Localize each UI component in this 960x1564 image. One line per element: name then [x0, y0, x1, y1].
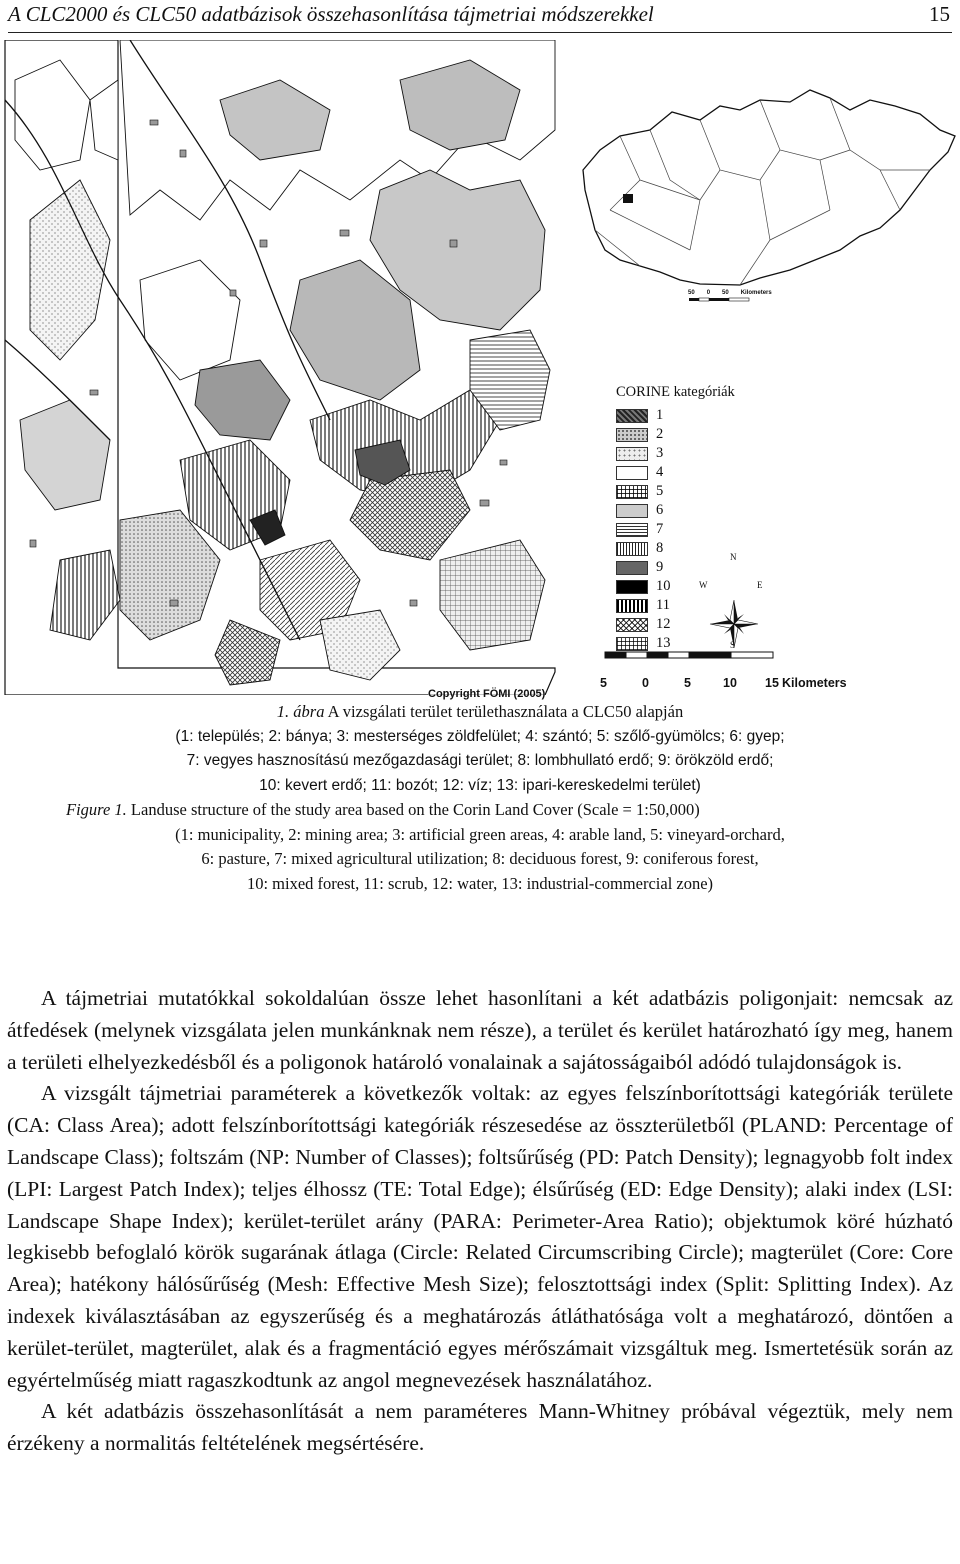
- legend-swatch: [616, 580, 648, 594]
- caption-en-line: (1: municipality, 2: mining area; 3: artificial green areas, 4: arable land, 5: vineyard-orchard,: [175, 824, 785, 844]
- legend-row: [616, 539, 735, 558]
- legend-row: [616, 520, 735, 539]
- legend-label: 12: [656, 616, 671, 632]
- legend-swatch: [616, 447, 648, 461]
- inset-scale-label: 50: [688, 290, 695, 296]
- legend-swatch: [616, 542, 648, 556]
- legend-row: [616, 615, 735, 634]
- legend-row: [616, 406, 735, 425]
- running-title: A CLC2000 és CLC50 adatbázisok összehasonlítása tájmetriai módszerekkel: [8, 2, 654, 26]
- landuse-map-figure: [0, 40, 960, 700]
- legend-label: 9: [656, 559, 664, 575]
- legend-swatch: [616, 428, 648, 442]
- inset-scale-label: Kilometers: [740, 290, 772, 296]
- compass-west-label: W: [699, 580, 708, 590]
- inset-scale-label: 50: [722, 290, 729, 296]
- legend-row: [616, 501, 735, 520]
- caption-hu-title: [0, 700, 960, 725]
- scale-label: 15: [765, 676, 779, 690]
- legend-label: 1: [656, 407, 664, 423]
- legend: [616, 384, 735, 653]
- landuse-map: [0, 40, 960, 695]
- legend-row: [616, 425, 735, 444]
- legend-label: 6: [656, 502, 664, 518]
- legend-label: 5: [656, 483, 664, 499]
- legend-label: 7: [656, 521, 664, 537]
- hungary-inset-map: [583, 90, 955, 301]
- legend-label: 10: [656, 578, 671, 594]
- legend-swatch: [616, 599, 648, 613]
- caption-en-title: [0, 798, 960, 823]
- legend-label: 3: [656, 445, 664, 461]
- paragraph: A vizsgált tájmetriai paraméterek a következők voltak: az egyes felszínborítottsági kategóriák területe (CA: Class Area); adott felszínborítottsági kategóriák részesedése az összterületből (PLAND: Percentage of Landscape Class); foltszám (NP: Number of Classes); foltsűrűség (PD: Patch Density); legnagyobb folt index (LPI: Largest Patch Index); teljes élhossz (TE: Total Edge); élsűrűség (ED: Edge Density); alaki index (LSI: Landscape Shape Index); kerület-terület arány (PARA: Perimeter-Area Ratio); objektumok köré húzható legkisebb befoglaló körök sugarának átlaga (Circle: Related Circumscribing Circle); magterület (Core: Core Area); hatékony hálósűrűség (Mesh: Effective Mesh Size); felosztottsági index (Split: Splitting Index). Az indexek kiválasztásában az egyszerűség és a meghatározás átláthatósága volt a meghatározó, döntően a kerület-terület, magterület, alak és a fragmentáció egyes mérőszámait vizsgáltuk meg. Ismertetésük során az egyértelműség miatt ragaszkodtunk az angol megnevezések használatához.: [7, 1081, 953, 1392]
- legend-row: [616, 634, 735, 653]
- page-number: 15: [929, 2, 950, 26]
- legend-row: [616, 558, 735, 577]
- caption-hu-text: A vizsgálati terület területhasználata a CLC50 alapján: [327, 702, 684, 721]
- caption-hu-line: 7: vegyes hasznosítású mezőgazdasági terület; 8: lombhullató erdő; 9: örökzöld erdő;: [186, 752, 774, 769]
- caption-en-line: 10: mixed forest, 11: scrub, 12: water, 13: industrial-commercial zone): [246, 873, 714, 893]
- running-header: [8, 2, 952, 33]
- legend-label: 2: [656, 426, 664, 442]
- legend-swatch: [616, 466, 648, 480]
- legend-row: [616, 444, 735, 463]
- scale-label: 0: [642, 676, 649, 690]
- legend-swatch: [616, 485, 648, 499]
- caption-en-line: 6: pasture, 7: mixed agricultural utilization; 8: deciduous forest, 9: coniferous forest,: [201, 849, 759, 868]
- paragraph: A két adatbázis összehasonlítását a nem paraméteres Mann-Whitney próbával végeztük, mely nem érzékeny a normalitás feltételének megsértésére.: [7, 1399, 953, 1456]
- legend-row: [616, 463, 735, 482]
- compass-east-label: E: [757, 580, 763, 590]
- legend-swatch: [616, 504, 648, 518]
- legend-swatch: [616, 523, 648, 537]
- caption-hu-line: 10: kevert erdő; 11: bozót; 12: víz; 13: ipari-kereskedelmi terület): [259, 776, 701, 794]
- legend-label: 13: [656, 635, 671, 651]
- copyright-notice: Copyright FÖMI (2005): [428, 688, 546, 700]
- legend-row: [616, 596, 735, 615]
- caption-en-label: Figure 1.: [66, 800, 127, 819]
- inset-scale-label: 0: [706, 290, 711, 296]
- legend-swatch: [616, 561, 648, 575]
- scale-label: 5: [684, 676, 691, 690]
- scale-bar-labels: [596, 676, 956, 696]
- compass-south-label: S: [730, 640, 736, 650]
- paragraph: A tájmetriai mutatókkal sokoldalúan össze lehet hasonlítani a két adatbázis poligonjait: nemcsak az átfedések (melynek vizsgálata jelen munkánknak nem része), a terület és kerület határozható így meg, hanem a területi elhelyezkedésből és a poligonok határoló vonalainak a sajátosságaiból adódó tulajdonságok is.: [7, 986, 953, 1074]
- caption-hu-line: (1: település; 2: bánya; 3: mesterséges zöldfelület; 4: szántó; 5: szőlő-gyümölcs; 6: gyep;: [175, 727, 785, 745]
- legend-swatch: [616, 409, 648, 423]
- legend-row: [616, 482, 735, 501]
- figure-caption: [0, 700, 960, 896]
- legend-label: 8: [656, 540, 664, 556]
- scale-label: Kilometers: [782, 676, 847, 690]
- scale-label: 5: [600, 676, 607, 690]
- legend-row: [616, 577, 735, 596]
- legend-label: 4: [656, 464, 664, 480]
- compass-north-label: N: [730, 552, 737, 562]
- body-text: [7, 983, 953, 1460]
- legend-swatch: [616, 637, 648, 651]
- caption-hu-label: 1. ábra: [276, 702, 325, 721]
- caption-en-text: Landuse structure of the study area based on the Corin Land Cover (Scale = 1:50,000): [130, 800, 700, 819]
- legend-title: CORINE kategóriák: [616, 384, 735, 400]
- legend-swatch: [616, 618, 648, 632]
- legend-label: 11: [656, 597, 670, 613]
- inset-scale-labels: [688, 290, 784, 296]
- scale-label: 10: [723, 676, 737, 690]
